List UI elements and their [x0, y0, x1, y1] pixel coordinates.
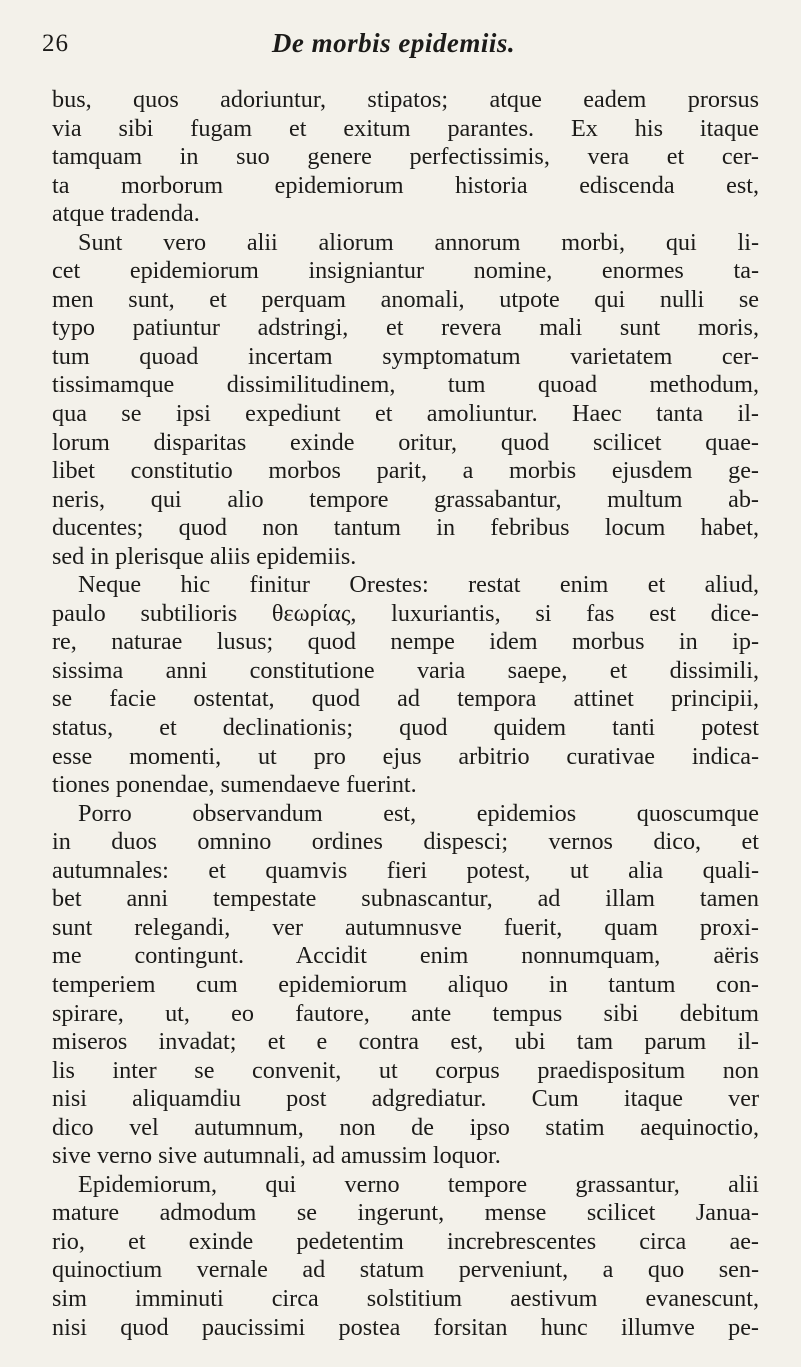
text-line: paulo subtilioris θεωρίας, luxuriantis, si fas est dice-: [52, 599, 759, 627]
text-line: temperiem cum epidemiorum aliquo in tantum con-: [52, 970, 759, 998]
text-line: atque tradenda.: [52, 200, 200, 228]
text-line: ducentes; quod non tantum in febribus locum habet,: [52, 514, 759, 542]
text-line: ta morborum epidemiorum historia ediscenda est,: [52, 171, 759, 199]
text-line: se facie ostentat, quod ad tempora attinet principii,: [52, 685, 759, 713]
page-header: [26, 20, 761, 60]
text-line: cet epidemiorum insigniantur nomine, enormes ta-: [52, 257, 759, 285]
text-line: re, naturae lusus; quod nempe idem morbus in ip-: [52, 628, 759, 656]
text-line: Sunt vero alii aliorum annorum morbi, qui li-: [78, 228, 759, 256]
text-line: bet anni tempestate subnascantur, ad illam tamen: [52, 885, 759, 913]
text-line: tissimamque dissimilitudinem, tum quoad methodum,: [52, 371, 759, 399]
text-line: sed in plerisque aliis epidemiis.: [52, 542, 357, 570]
body-text: [52, 86, 759, 1342]
running-title: De morbis epidemiis.: [271, 28, 516, 58]
text-line: Epidemiorum, qui verno tempore grassantur, alii: [78, 1170, 759, 1198]
text-line: neris, qui alio tempore grassabantur, multum ab-: [52, 485, 759, 513]
text-line: via sibi fugam et exitum parantes. Ex his itaque: [52, 114, 759, 142]
text-line: quinoctium vernale ad statum perveniunt, a quo sen-: [52, 1256, 759, 1284]
text-line: sim imminuti circa solstitium aestivum evanescunt,: [52, 1284, 759, 1312]
text-line: Porro observandum est, epidemios quoscumque: [78, 799, 759, 827]
text-line: qua se ipsi expediunt et amoliuntur. Haec tanta il-: [52, 400, 759, 428]
page-number: 26: [42, 30, 69, 57]
text-line: tamquam in suo genere perfectissimis, vera et cer-: [52, 143, 759, 171]
text-line: rio, et exinde pedetentim increbrescentes circa ae-: [52, 1227, 759, 1255]
text-line: lorum disparitas exinde oritur, quod scilicet quae-: [52, 428, 759, 456]
text-line: lis inter se convenit, ut corpus praedispositum non: [52, 1056, 759, 1084]
text-line: bus, quos adoriuntur, stipatos; atque eadem prorsus: [52, 86, 759, 113]
text-line: spirare, ut, eo fautore, ante tempus sibi debitum: [52, 999, 759, 1027]
text-line: autumnales: et quamvis fieri potest, ut alia quali-: [52, 856, 759, 884]
text-line: in duos omnino ordines dispesci; vernos dico, et: [52, 828, 759, 856]
text-line: tiones ponendae, sumendaeve fuerint.: [52, 771, 417, 799]
text-line: me contingunt. Accidit enim nonnumquam, aëris: [52, 942, 759, 970]
text-line: libet constitutio morbos parit, a morbis ejusdem ge-: [52, 457, 759, 485]
text-line: dico vel autumnum, non de ipso statim aequinoctio,: [52, 1113, 759, 1141]
text-line: men sunt, et perquam anomali, utpote qui nulli se: [52, 285, 759, 313]
text-line: typo patiuntur adstringi, et revera mali sunt moris,: [52, 314, 759, 342]
text-line: sunt relegandi, ver autumnusve fuerit, quam proxi-: [52, 913, 759, 941]
text-line: nisi aliquamdiu post adgrediatur. Cum itaque ver: [52, 1085, 759, 1113]
text-line: nisi quod paucissimi postea forsitan hunc illumve pe-: [52, 1313, 759, 1341]
text-line: mature admodum se ingerunt, mense scilicet Janua-: [52, 1199, 759, 1227]
text-line: sissima anni constitutione varia saepe, et dissimili,: [52, 656, 759, 684]
text-line: miseros invadat; et e contra est, ubi tam parum il-: [52, 1028, 759, 1056]
text-line: sive verno sive autumnali, ad amussim loquor.: [52, 1142, 501, 1170]
text-line: status, et declinationis; quod quidem tanti potest: [52, 714, 759, 742]
text-line: Neque hic finitur Orestes: restat enim et aliud,: [78, 571, 759, 599]
text-line: esse momenti, ut pro ejus arbitrio curativae indica-: [52, 742, 759, 770]
text-line: tum quoad incertam symptomatum varietatem cer-: [52, 342, 759, 370]
